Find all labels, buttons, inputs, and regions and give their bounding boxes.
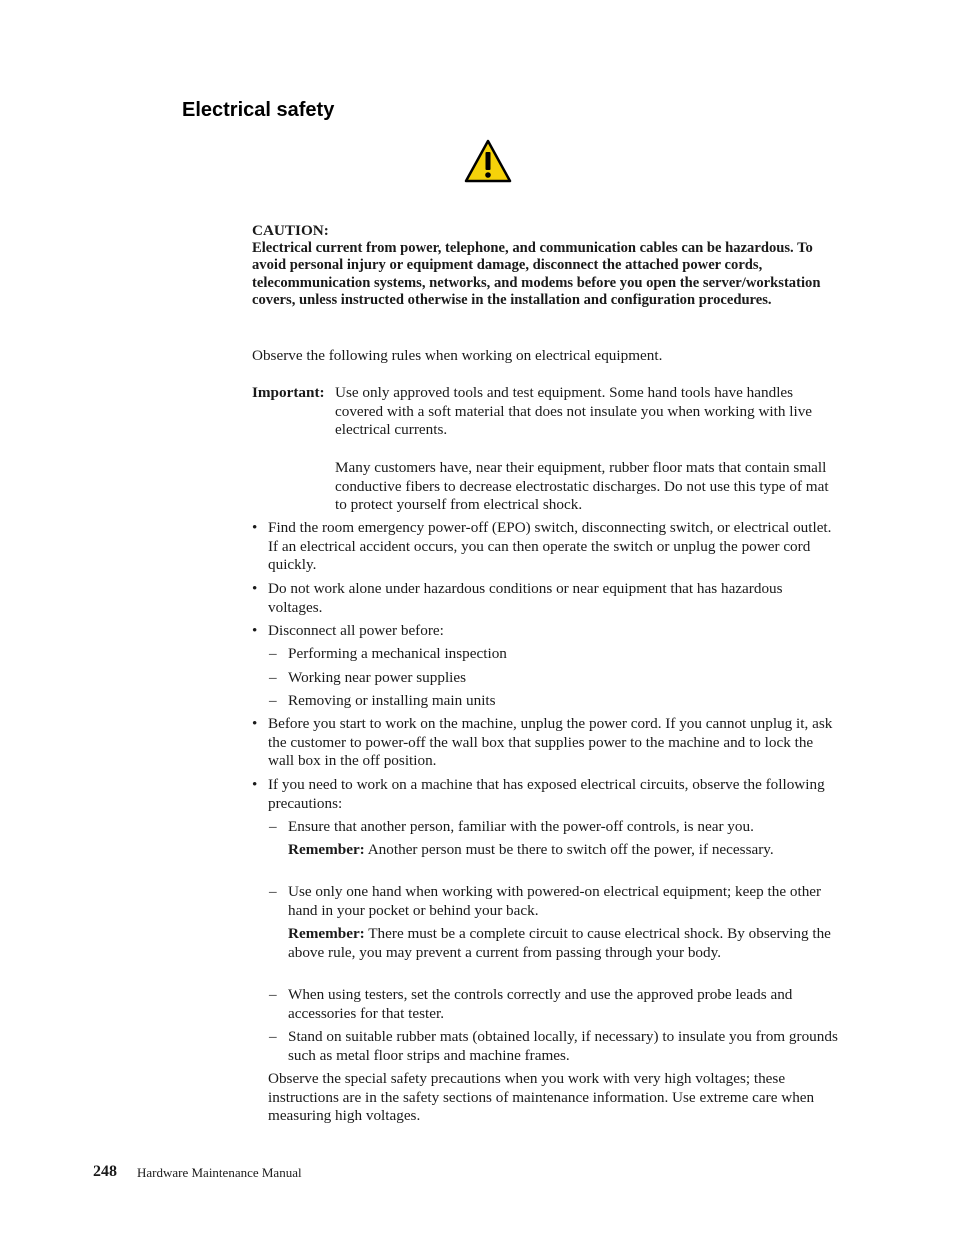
remember-text: There must be a complete circuit to cause electrical shock. By observing the above rule, you may prevent a current from passing through your body. [288,925,831,961]
bullet-item-unplug: Before you start to work on the machine, unplug the power cord. If you cannot unplug it, ask the customer to power-off the wall box that supplies power to the machine and to lock the wall box in the off position. [268,715,833,770]
dash-mark: – [269,669,277,686]
sub-item: Working near power supplies [288,669,467,686]
dash-mark: – [269,645,277,662]
caution-label: CAUTION: [252,222,329,239]
bullet-item-disconnect: Disconnect all power before: [268,622,444,639]
warning-triangle-icon [464,139,512,183]
remember-note-1 [288,841,840,860]
bullet-item-work-alone: Do not work alone under hazardous conditions or near equipment that has hazardous voltages. [268,580,783,616]
dash-mark: – [269,692,277,709]
dash-mark: – [269,818,277,835]
dash-mark: – [269,986,277,1003]
important-paragraph-2: Many customers have, near their equipment, rubber floor mats that contain small conductive fibers to decrease electrostatic discharges. Do not use this type of mat to protect yourself from electrical shock. [335,459,829,514]
bullet-mark: • [252,776,258,793]
sub-item: Removing or installing main units [288,692,496,709]
remember-label: Remember: [288,925,365,942]
bullet-item-epo: Find the room emergency power-off (EPO) switch, disconnecting switch, or electrical outlet. If an electrical accident occurs, you can then operate the switch or unplug the power cord quickly. [268,519,832,574]
dash-mark: – [269,883,277,900]
bullet-mark: • [252,580,258,597]
page-number: 248 [93,1163,117,1180]
footer-manual-title: Hardware Maintenance Manual [137,1165,302,1180]
remember-note-2 [288,925,840,962]
remember-text: Another person must be there to switch off the power, if necessary. [367,841,774,858]
observe-rules-text: Observe the following rules when working on electrical equipment. [252,347,663,364]
page-title: Electrical safety [182,99,335,121]
sub-item: Stand on suitable rubber mats (obtained locally, if necessary) to insulate you from grounds such as metal floor strips and machine frames. [288,1028,838,1064]
important-label: Important: [252,384,325,401]
important-paragraph-1: Use only approved tools and test equipment. Some hand tools have handles covered with a soft material that does not insulate you when working with live electrical currents. [335,384,813,439]
sub-item: Ensure that another person, familiar with the power-off controls, is near you. [288,818,754,835]
remember-label: Remember: [288,841,365,858]
sub-item: Use only one hand when working with powered-on electrical equipment; keep the other hand in your pocket or behind your back. [288,883,822,919]
bullet-mark: • [252,622,258,639]
bullet-mark: • [252,519,258,536]
closing-paragraph: Observe the special safety precautions when you work with very high voltages; these instructions are in the safety sections of maintenance information. Use extreme care when measuring high voltages. [268,1070,815,1125]
sub-item: When using testers, set the controls correctly and use the approved probe leads and accessories for that tester. [288,986,793,1022]
sub-item: Performing a mechanical inspection [288,645,507,662]
bullet-item-exposed-circuits: If you need to work on a machine that has exposed electrical circuits, observe the following precautions: [268,776,825,812]
caution-text: Electrical current from power, telephone, and communication cables can be hazardous. To avoid personal injury or equipment damage, disconnect the attached power cords, telecommunication systems, networks, and modems before you open the server/workstation covers, unless instructed otherwise in the installation and configuration procedures. [252,240,821,309]
bullet-mark: • [252,715,258,732]
dash-mark: – [269,1028,277,1045]
